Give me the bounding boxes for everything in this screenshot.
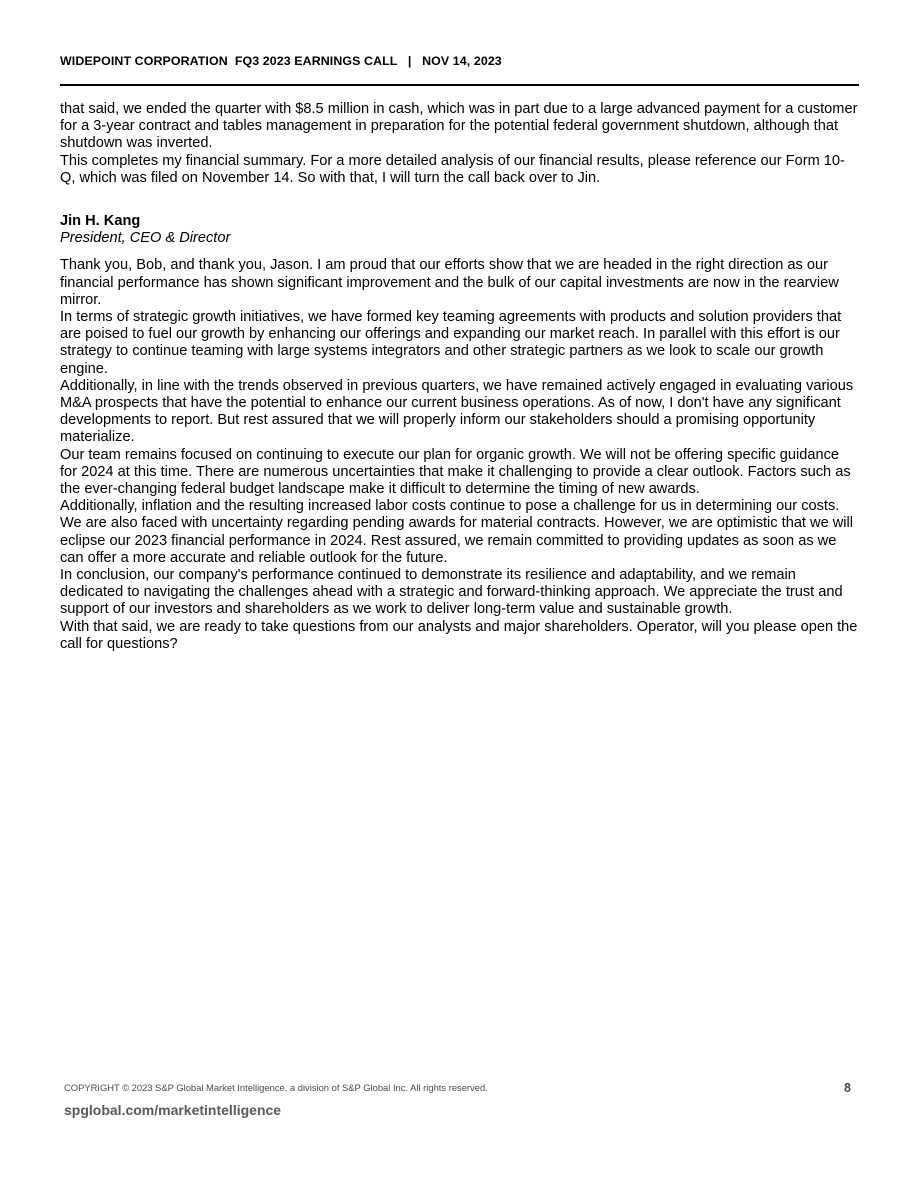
speaker-title: President, CEO & Director xyxy=(60,230,231,247)
footer-copyright: COPYRIGHT © 2023 S&P Global Market Intelligence, a division of S&P Global Inc. All rights reserved. xyxy=(64,1082,488,1093)
header-divider xyxy=(60,84,859,86)
paragraph-conclusion: In conclusion, our company's performance continued to demonstrate its resilience and adaptability, and we remain dedicated to navigating the challenges ahead with a strategic and forward-thinking approach. We appreciate the trust and support of our investors and shareholders as we work to deliver long-term value and sustainable growth. xyxy=(60,567,843,618)
speaker-name: Jin H. Kang xyxy=(60,213,141,230)
paragraph-thanks: Thank you, Bob, and thank you, Jason. I am proud that our efforts show that we are headed in the right direction as our financial performance has shown significant improvement and the bulk of our capital investments are now in the rearview mirror. xyxy=(60,257,839,308)
paragraph-financial-summary-close: This completes my financial summary. For a more detailed analysis of our financial results, please reference our Form 10-Q, which was filed on November 14. So with that, I will turn the call back over to Jin. xyxy=(60,152,845,186)
paragraph-strategic-growth: In terms of strategic growth initiatives, we have formed key teaming agreements with products and solution providers that are poised to fuel our growth by enhancing our offerings and expanding our market reach. In parallel with this effort is our strategy to continue teaming with large systems integrators and other strategic partners as we look to scale our growth engine. xyxy=(60,309,842,377)
document-header: WIDEPOINT CORPORATION FQ3 2023 EARNINGS CALL | NOV 14, 2023 xyxy=(60,54,502,68)
speaker-block xyxy=(60,213,859,247)
transcript-body xyxy=(60,101,859,653)
paragraph-guidance: Our team remains focused on continuing to execute our plan for organic growth. We will not be offering specific guidance for 2024 at this time. There are numerous uncertainties that make it challenging to provide a clear outlook. Factors such as the ever-changing federal budget landscape make it difficult to determine the timing of new awards. xyxy=(60,446,851,498)
paragraph-inflation: Additionally, inflation and the resulting increased labor costs continue to pose a challenge for us in determining our costs. We are also faced with uncertainty regarding pending awards for material contracts. However, we are optimistic that we will eclipse our 2023 financial performance in 2024. Rest assured, we remain committed to providing updates as soon as we can offer a more accurate and reliable outlook for the future. xyxy=(60,498,854,566)
paragraph-m-and-a: Additionally, in line with the trends observed in previous quarters, we have remained actively engaged in evaluating various M&A prospects that have the potential to enhance our current business operations. As of now, I don't have any significant developments to report. But rest assured that we will properly inform our stakeholders should a promising opportunity materialize. xyxy=(60,377,854,446)
paragraph-open-questions: With that said, we are ready to take questions from our analysts and major shareholders. Operator, will you please open the call for questions? xyxy=(60,618,858,652)
page-number: 8 xyxy=(844,1081,852,1095)
paragraph-cash-summary: that said, we ended the quarter with $8.5 million in cash, which was in part due to a large advanced payment for a customer for a 3-year contract and tables management in preparation for the potential federal government shutdown, although that shutdown was inverted. xyxy=(60,101,858,152)
footer-url-link[interactable]: spglobal.com/marketintelligence xyxy=(64,1102,282,1118)
